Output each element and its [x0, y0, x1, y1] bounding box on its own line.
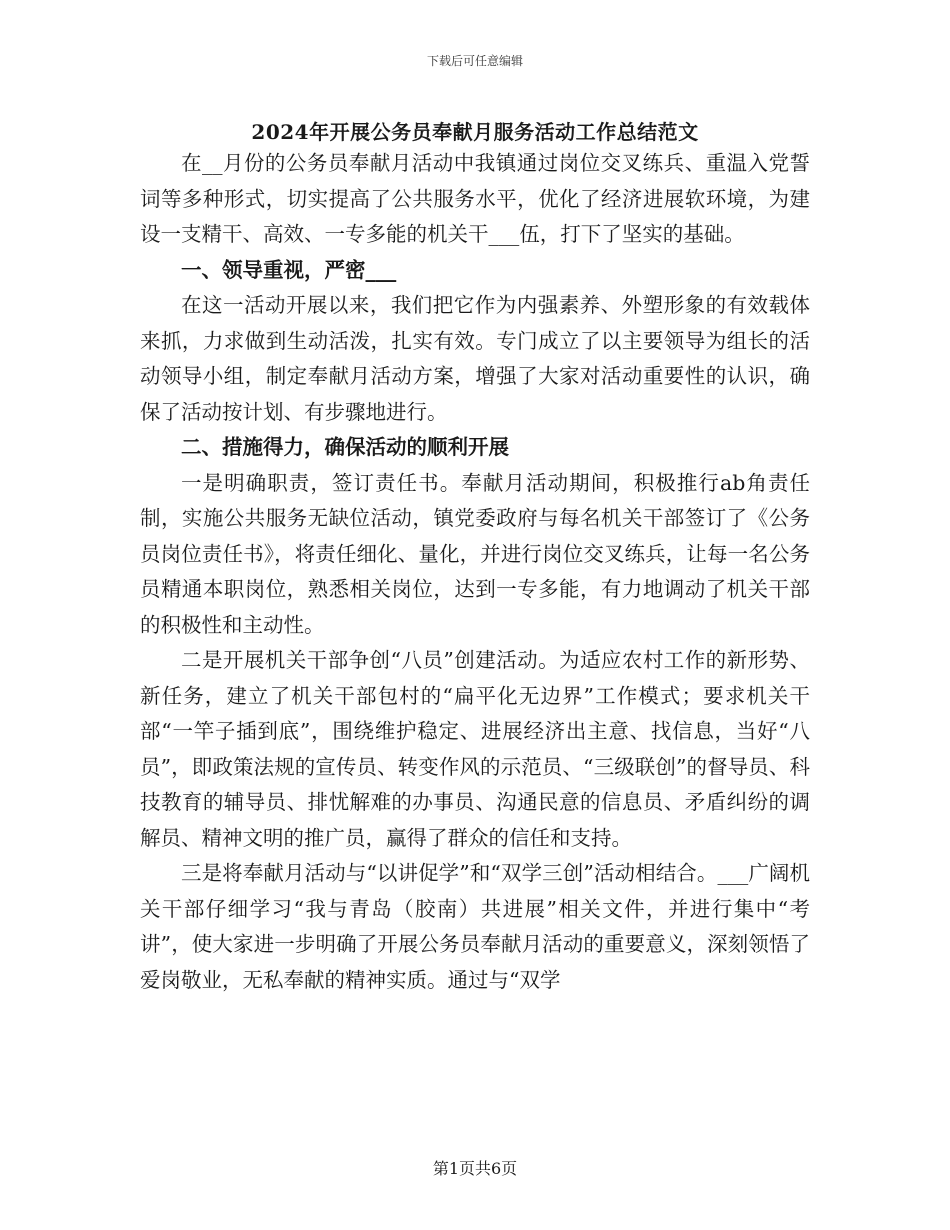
page-number: 第1页共6页 — [432, 1159, 518, 1178]
paragraph-leadership: 在这一活动开展以来，我们把它作为内强素养、外塑形象的有效载体来抓，力求做到生动活泼，扎实有效。专门成立了以主要领导为组长的活动领导小组，制定奉献月活动方案，增强了大家对活动重要性的认识，确保了活动按计划、有步骤地进行。 — [140, 293, 810, 424]
paragraph-measure-1: 一是明确职责，签订责任书。奉献月活动期间，积极推行ab角责任制，实施公共服务无缺位活动，镇党委政府与每名机关干部签订了《公务员岗位责任书》，将责任细化、量化，并进行岗位交叉练兵，让每一名公务员精通本职岗位，熟悉相关岗位，达到一专多能，有力地调动了机关干部的积极性和主动性。 — [140, 470, 810, 637]
section-heading-1: 一、领导重视，严密___ — [181, 257, 397, 282]
paragraph-measure-3: 三是将奉献月活动与“以讲促学”和“双学三创”活动相结合。___广阔机关干部仔细学习“我与青岛（胶南）共进展”相关文件，并进行集中“考讲”，使大家进一步明确了开展公务员奉献月活动的重要意义，深刻领悟了爱岗敬业，无私奉献的精神实质。通过与“双学 — [140, 861, 810, 992]
document-body — [140, 146, 810, 998]
header-note: 下载后可任意编辑 — [426, 54, 523, 68]
document-title: 2024年开展公务员奉献月服务活动工作总结范文 — [251, 120, 699, 144]
section-heading-2: 二、措施得力，确保活动的顺利开展 — [181, 435, 509, 459]
paragraph-intro: 在__月份的公务员奉献月活动中我镇通过岗位交叉练兵、重温入党誓词等多种形式，切实提高了公共服务水平，优化了经济进展软环境，为建设一支精干、高效、一专多能的机关干___伍，打下了坚实的基础。 — [140, 151, 810, 246]
paragraph-measure-2: 二是开展机关干部争创“八员”创建活动。为适应农村工作的新形势、新任务，建立了机关干部包村的“扁平化无边界”工作模式；要求机关干部“一竿子插到底”，围绕维护稳定、进展经济出主意、找信息，当好“八员”，即政策法规的宣传员、转变作风的示范员、“三级联创”的督导员、科技教育的辅导员、排忧解难的办事员、沟通民意的信息员、矛盾纠纷的调解员、精神文明的推广员，赢得了群众的信任和支持。 — [140, 648, 810, 850]
